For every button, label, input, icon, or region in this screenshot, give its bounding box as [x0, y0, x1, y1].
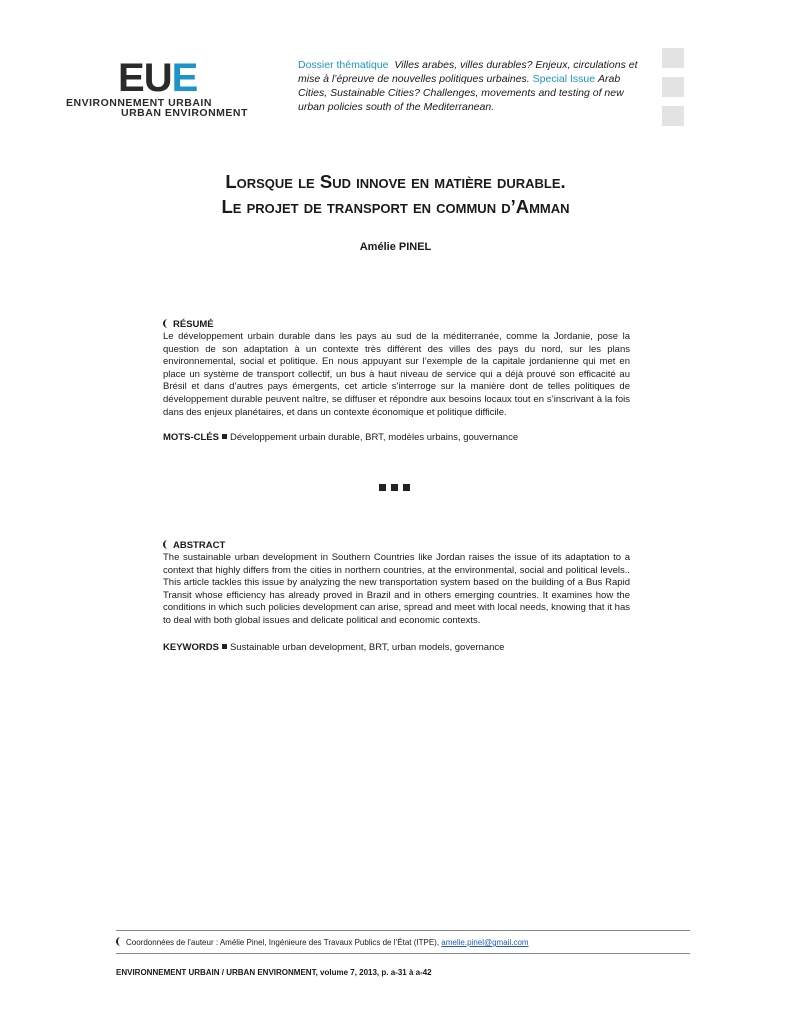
abstract-heading: [163, 540, 630, 552]
abstract-heading-text: ABSTRACT: [173, 540, 226, 551]
footnote-rule: [116, 930, 690, 931]
decor-box: [662, 77, 684, 97]
resume-heading-text: RÉSUMÉ: [173, 319, 214, 330]
page-decoration: [662, 48, 684, 135]
dossier-label: Dossier thématique: [298, 59, 389, 71]
mots-cles-text: Développement urbain durable, BRT, modèles urbains, gouvernance: [229, 432, 519, 443]
section-separator: [379, 484, 410, 491]
keywords-text: Sustainable urban development, BRT, urban models, governance: [229, 642, 505, 653]
article-title: [100, 169, 691, 219]
logo-text-fr: ENVIRONNEMENT URBAIN: [66, 97, 212, 109]
paren-icon: [163, 540, 170, 549]
resume-section: [163, 319, 630, 419]
square-icon: [391, 484, 398, 491]
square-bullet-icon: [222, 644, 227, 649]
square-icon: [379, 484, 386, 491]
logo-letter-e: E: [118, 56, 144, 100]
author-email-link[interactable]: amelie.pinel@gmail.com: [441, 938, 529, 947]
keywords: [163, 642, 630, 654]
decor-box: [662, 106, 684, 126]
footnote-text: Coordonnées de l’auteur : Amélie Pinel, Ingénieure des Travaux Publics de l’État (ITPE),: [126, 938, 440, 947]
square-icon: [403, 484, 410, 491]
footer-rule: [116, 953, 690, 954]
special-issue-label: Special Issue: [532, 73, 596, 85]
special-issue-note: [298, 58, 650, 114]
abstract-body: The sustainable urban development in Southern Countries like Jordan raises the issue of its adaptation to a context that highly differs from the cities in northern countries, at the environmental, social and political levels.. This article tackles this issue by analyzing the new transportation system based on the building of a Bus Rapid Transit whose efficiency has already proved in Brazil and in others emerging countries. It examines how the conditions in which such policies development can arise, spread and meet with local needs, knowing that it has to deal with both global issues and delicate political and economic contexts.: [163, 552, 630, 626]
logo-letter-e-blue: E: [171, 56, 198, 100]
title-line-2: Le projet de transport en commun d’Amman: [221, 196, 570, 217]
journal-citation: ENVIRONNEMENT URBAIN / URBAN ENVIRONMENT, volume 7, 2013, p. a-31 à a-42: [116, 968, 432, 977]
author-footnote: [116, 937, 529, 948]
journal-logo: [66, 56, 258, 119]
paren-icon: [163, 319, 170, 328]
logo-text-en: URBAN ENVIRONMENT: [121, 107, 248, 119]
keywords-label: KEYWORDS: [163, 642, 219, 653]
mots-cles-label: MOTS-CLÉS: [163, 432, 219, 443]
logo-letter-u: U: [143, 56, 172, 100]
dossier-text-fr: Villes arabes, villes durables? Enjeux, circulations et mise à l’épreuve de nouvelles politiques urbaines.: [298, 59, 638, 85]
paren-icon: [116, 937, 123, 946]
square-bullet-icon: [222, 434, 227, 439]
abstract-section: [163, 540, 630, 628]
resume-heading: [163, 319, 630, 331]
decor-box: [662, 48, 684, 68]
title-line-1: Lorsque le Sud innove en matière durable.: [225, 171, 566, 192]
author-name: Amélie PINEL: [359, 241, 432, 253]
resume-body: Le développement urbain durable dans les pays au sud de la méditerranée, comme la Jordanie, pose la question de son adaptation à un contexte très différent des villes des pays du nord, sur les plans environnemental, social et politique. En nous appuyant sur l’exemple de la capitale jordanienne qui met en place un système de transport collectif, un bus à haut niveau de service qui a déjà prouvé son efficacité au Brésil et dans d’autres pays émergents, cet article s’interroge sur la manière dont de telles politiques de développement durable peuvent naître, se diffuser et répondre aux besoins locaux tout en s’inscrivant à la fois dans des enjeux planétaires, et dans un contexte économique et politique difficile.: [163, 331, 630, 418]
mots-cles: [163, 432, 630, 444]
dossier-text-en: Arab Cities, Sustainable Cities? Challenges, movements and testing of new urban policies south of the Mediterranean.: [298, 73, 624, 113]
logo-mark: [118, 58, 197, 98]
